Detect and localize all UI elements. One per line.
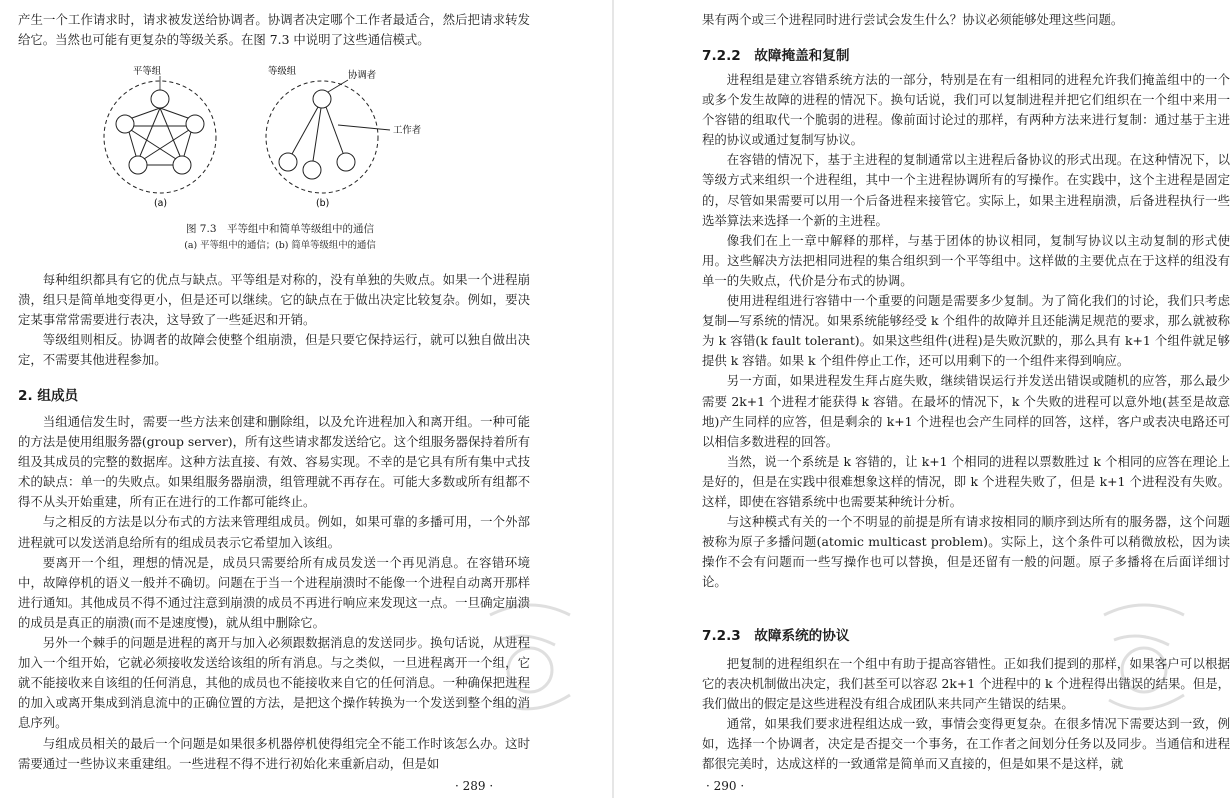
left-section-heading-block (18, 384, 530, 404)
left-intro-block (18, 10, 530, 50)
coordinator-label: 协调者 (348, 70, 377, 81)
left-page-number: · 289 · (455, 779, 494, 793)
figure-subcaption: (a) 平等组中的通信；(b) 简单等级组中的通信 (184, 240, 376, 251)
figure-label-b: (b) (316, 198, 330, 209)
peer-group-diagram (104, 81, 216, 193)
hierarchical-group-diagram (266, 81, 390, 193)
left-paragraph-6: 另外一个棘手的问题是进程的离开与加入必须跟数据消息的发送同步。换句话说，从进程加入一个组开始，它就必须接收发送给该组的所有消息。与之类似，一旦进程离开一个组，它就不能接收来自该组的任何消息，其他的成员也不能接收来自它的任何消息。一种确保把进程的加入或离开集成到消息流中的正确位置的方法，是把这个操作转换为一个发送到整个组的消息序列。 (18, 635, 530, 731)
watermark-seal-icon-right (1084, 585, 1204, 725)
right-paragraph-2: 在容错的情况下，基于主进程的复制通常以主进程后备协议的形式出现。在这种情况下，以等级方式来组织一个进程组，其中一个主进程协调所有的写操作。在实践中，这个主进程是固定的，尽管如果需要可以用一个后备进程来接管它。实际上，如果主进程崩溃，后备进程执行一些选举算法来选择一个新的主进程。 (702, 152, 1230, 228)
right-paragraph-1: 进程组是建立容错系统方法的一部分，特别是在有一组相同的进程允许我们掩盖组中的一个或多个发生故障的进程的情况下。换句话说，我们可以复制进程并把它们组织在一个组中来用一个容错的组取代一个脆弱的进程。像前面讨论过的那样，有两种方法来进行复制：通过基于主进程的协议或通过复制写协议。 (702, 72, 1230, 148)
left-paragraph-4: 与之相反的方法是以分布式的方法来管理组成员。例如，如果可靠的多播可用，一个外部进程就可以发送消息给所有的组成员表示它希望加入该组。 (18, 514, 530, 550)
left-paragraph-7: 与组成员相关的最后一个问题是如果很多机器停机使得组完全不能工作时该怎么办。这时需要通过一些协议来重建组。一些进程不得不进行初始化来重新启动，但是如 (18, 735, 530, 771)
right-intro-block (702, 10, 1230, 30)
left-paragraph-2: 等级组则相反。协调者的故障会使整个组崩溃，但是只要它保持运行，就可以独自做出决定，不需要其他进程参加。 (18, 332, 530, 368)
left-intro-paragraph: 产生一个工作请求时，请求被发送给协调者。协调者决定哪个工作者最适合，然后把请求转发给它。当然也可能有更复杂的等级关系。在图 7.3 中说明了这些通信模式。 (18, 12, 530, 48)
right-paragraph-9: 通常，如果我们要求进程组达成一致，事情会变得更复杂。在很多情况下需要达到一致，例如，选择一个协调者，决定是否提交一个事务，在工作者之间划分任务以及同步。当通信和进程都很完美时，达成这样的一致通常是简单而又直接的，但是如果不是这样，就 (702, 716, 1230, 772)
worker-label: 工作者 (393, 125, 422, 136)
left-body-bottom (18, 412, 530, 774)
figure-7-3 (100, 62, 450, 212)
section-heading-7-2-3: 7.2.3 故障系统的协议 (702, 628, 850, 644)
right-paragraph-5: 另一方面，如果进程发生拜占庭失败，继续错误运行并发送出错误或随机的应答，那么最少需要 2k+1 个进程才能获得 k 容错。在最坏的情况下，k 个失败的进程可以意外地(甚至是故意地)产生同样的应答，但是剩余的 k+1 个进程也会产生同样的回答，这样，客户或表决电路还可以相信多数进程的回答。 (702, 373, 1230, 449)
right-intro-paragraph: 果有两个或三个进程同时进行尝试会发生什么？协议必须能够处理这些问题。 (702, 12, 1124, 27)
right-paragraph-4: 使用进程组进行容错中一个重要的问题是需要多少复制。为了简化我们的讨论，我们只考虑复制—写系统的情况。如果系统能够经受 k 个组件的故障并且还能满足规范的要求，那么就被称为 k 容错(k fault tolerant)。如果这些组件(进程)是失败沉默的，那么具有 k+1 个组件就足够提供 k 容错。如果 k 个组件停止工作，还可以用剩下的一个组件来得到响应。 (702, 293, 1230, 369)
left-page (0, 0, 612, 798)
right-paragraph-8: 把复制的进程组织在一个组中有助于提高容错性。正如我们提到的那样，如果客户可以根据它的表决机制做出决定，我们甚至可以容忍 2k+1 个进程中的 k 个进程得出错误的结果。但是，我们做出的假定是这些进程没有组合成团队来共同产生错误的结果。 (702, 656, 1230, 712)
figure-caption: 图 7.3 平等组中和简单等级组中的通信 (185, 223, 375, 235)
right-heading-1-block (702, 44, 1230, 64)
right-paragraph-7: 与这种模式有关的一个不明显的前提是所有请求按相同的顺序到达所有的服务器，这个问题被称为原子多播问题(atomic multicast problem)。实际上，这个条件可以稍微放松，因为读操作不会有问题而一些写操作也可以替换，但是还留有一般的问题。原子多播将在后面详细讨论。 (702, 514, 1230, 590)
right-page (614, 0, 1230, 798)
watermark-seal-icon (470, 585, 590, 725)
right-body-top (702, 70, 1230, 592)
right-paragraph-3: 像我们在上一章中解释的那样，与基于团体的协议相同，复制写协议以主动复制的形式使用。这些解决方法把相同进程的集合组织到一个平等组中。这样做的主要优点在于这样的组没有单一的失败点，代价是分布式的协调。 (702, 232, 1230, 288)
left-paragraph-1: 每种组织都具有它的优点与缺点。平等组是对称的，没有单独的失败点。如果一个进程崩溃，组只是简单地变得更小，但是还可以继续。它的缺点在于做出决定比较复杂。例如，要决定某事常常需要进行表决，这导致了一些延迟和开销。 (18, 272, 530, 328)
right-page-number: · 290 · (706, 779, 745, 793)
left-body-top (18, 270, 530, 370)
left-paragraph-5: 要离开一个组，理想的情况是，成员只需要给所有成员发送一个再见消息。在容错环境中，故障停机的语义一般并不确切。问题在于当一个进程崩溃时不能像一个进程自动离开那样进行通知。其他成员不得不通过注意到崩溃的成员不再进行响应来发现这一点。一旦确定崩溃的成员是真正的崩溃(而不是速度慢)，就从组中删除它。 (18, 554, 530, 630)
left-paragraph-3: 当组通信发生时，需要一些方法来创建和删除组，以及允许进程加入和离开组。一种可能的方法是使用组服务器(group server)，所有这些请求都发送给它。这个组服务器保持着所有组及其成员的完整的数据库。这种方法直接、有效、容易实现。不幸的是它具有所有集中式技术的缺点：单一的失败点。如果组服务器崩溃，组管理就不再存在。可能大多数或所有组都不得不从头开始重建，所有正在进行的工作都可能终止。 (18, 414, 530, 510)
figure-label-a: (a) (154, 198, 168, 209)
hierarchical-group-label: 等级组 (268, 66, 297, 77)
peer-group-label: 平等组 (133, 66, 162, 77)
section-heading-7-2-2: 7.2.2 故障掩盖和复制 (702, 48, 850, 64)
section-heading-group-membership: 2. 组成员 (18, 388, 79, 404)
right-paragraph-6: 当然，说一个系统是 k 容错的，让 k+1 个相同的进程以票数胜过 k 个相同的应答在理论上是好的，但是在实践中很难想象这样的情况，即 k 个进程失败了，但是 k+1 个进程没有失败。这样，即使在容错系统中也需要某种统计分析。 (702, 453, 1230, 509)
